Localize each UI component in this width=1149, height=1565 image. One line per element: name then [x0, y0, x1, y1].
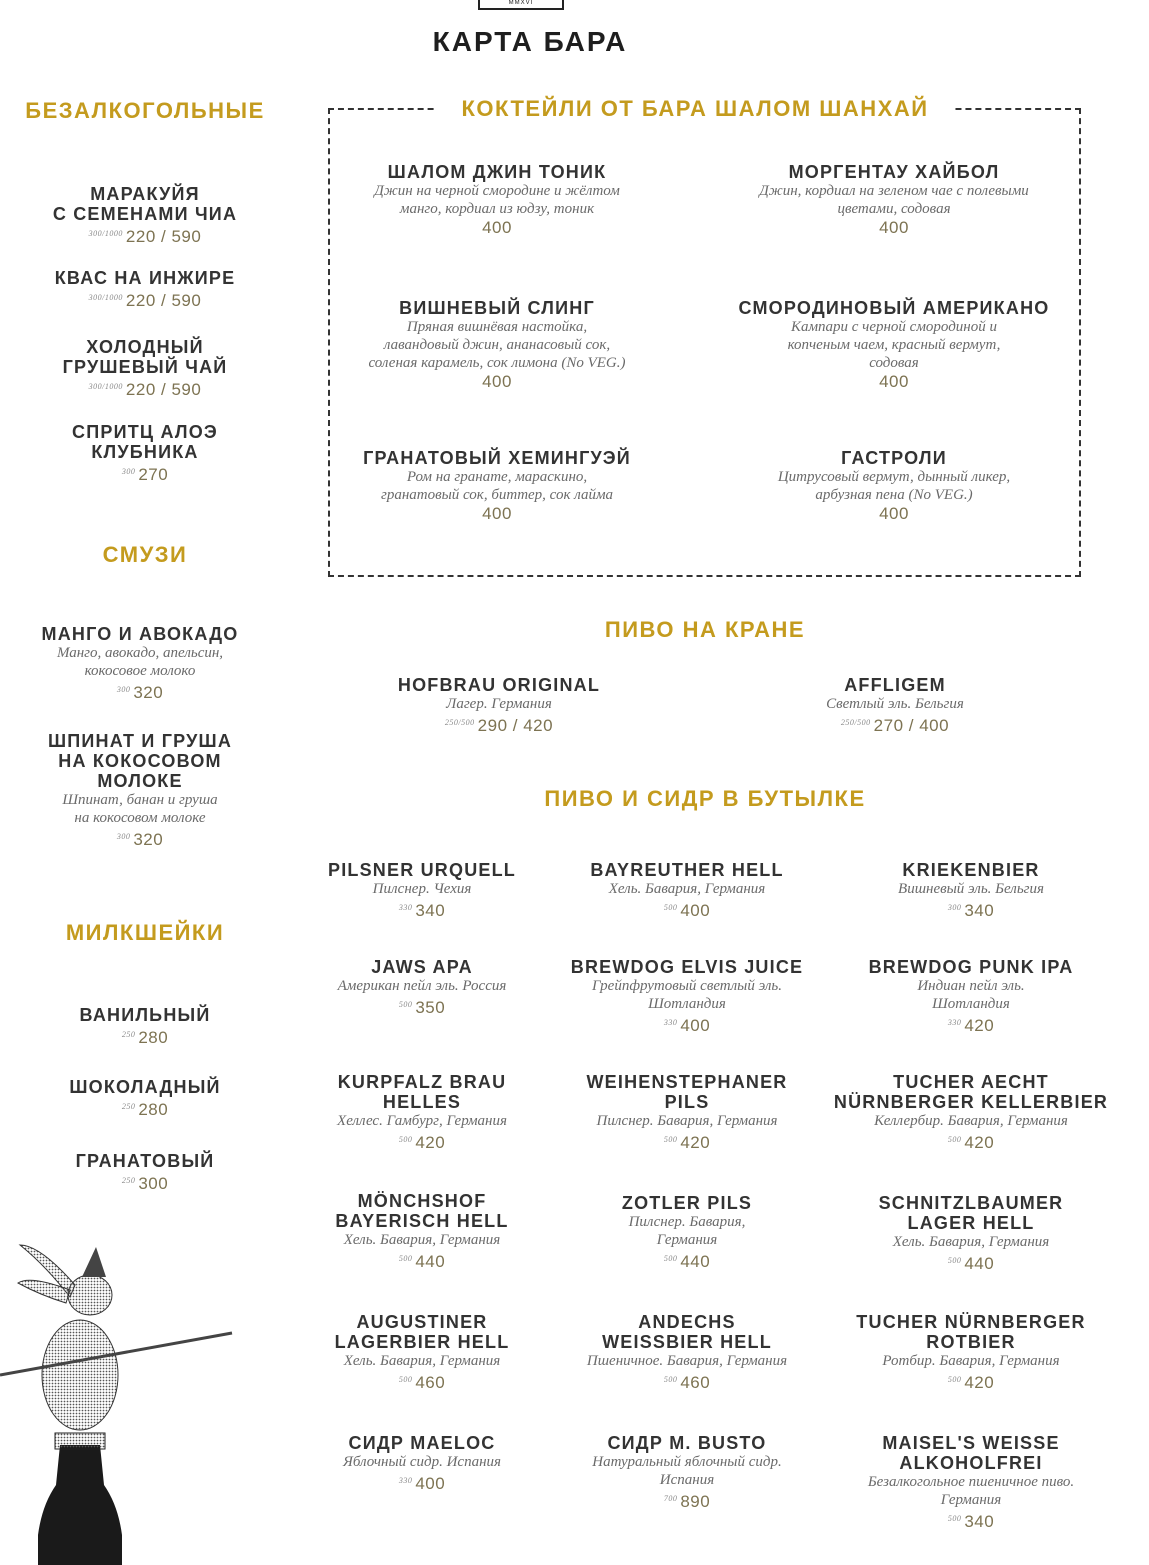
page-title: КАРТА БАРА — [432, 26, 628, 57]
item-description: Ротбир. Бавария, Германия — [882, 1353, 1060, 1369]
item-price: 420 — [964, 1373, 995, 1392]
item-name: СИДР M. BUSTO — [607, 1433, 767, 1453]
item-volume: 500 — [663, 1375, 678, 1384]
item-description: Пилснер. Бавария, Германия — [596, 1113, 778, 1129]
item-name: TUCHER NÜRNBERGER ROTBIER — [856, 1312, 1086, 1352]
item-price: 400 — [482, 504, 512, 523]
item-price: 270 / 400 — [873, 716, 950, 735]
menu-item — [0, 1005, 295, 1048]
menu-item — [821, 1312, 1121, 1393]
menu-item — [272, 1312, 572, 1393]
item-price-line — [349, 713, 649, 736]
item-price-line — [0, 1025, 295, 1048]
item-description: Пряная вишнёвая настойка, лавандовый джин, ананасовый сок, соленая карамель, сок лимона (No VEG.) — [368, 319, 626, 371]
item-volume: 500 — [947, 1514, 962, 1523]
logo-text: MMXVI — [508, 0, 534, 6]
item-name: МОРГЕНТАУ ХАЙБОЛ — [788, 162, 1000, 182]
item-description: Американ пейл эль. Россия — [337, 978, 507, 994]
item-name: ВАНИЛЬНЫЙ — [79, 1005, 211, 1025]
menu-item — [272, 1191, 572, 1272]
item-volume: 250/500 — [840, 718, 871, 727]
item-description: Шпинат, банан и груша на кокосовом молоке — [62, 792, 218, 826]
menu-item — [0, 337, 295, 400]
menu-item — [704, 162, 1084, 238]
item-volume: 300 — [116, 685, 131, 694]
item-name: TUCHER AECHT NÜRNBERGER KELLERBIER — [833, 1072, 1109, 1112]
item-volume: 500 — [398, 1000, 413, 1009]
item-volume: 300 — [121, 467, 136, 476]
item-price-line — [0, 462, 295, 485]
menu-item — [272, 1072, 572, 1153]
item-price-line — [821, 1509, 1121, 1532]
menu-item — [821, 1193, 1121, 1274]
item-name: BREWDOG ELVIS JUICE — [570, 957, 804, 977]
menu-item — [537, 1193, 837, 1272]
item-price: 400 — [879, 218, 909, 237]
item-volume: 500 — [663, 903, 678, 912]
item-price-line — [537, 1249, 837, 1272]
item-price-line — [537, 898, 837, 921]
menu-item — [0, 731, 290, 850]
menu-item — [307, 298, 687, 392]
item-price-line — [745, 713, 1045, 736]
item-price: 280 — [138, 1100, 169, 1119]
item-volume: 250 — [121, 1102, 136, 1111]
item-price: 220 / 590 — [125, 291, 202, 310]
item-volume: 500 — [947, 1375, 962, 1384]
item-volume: 500 — [947, 1256, 962, 1265]
item-price: 890 — [680, 1492, 711, 1511]
menu-item — [537, 1433, 837, 1512]
item-price: 420 — [680, 1133, 711, 1152]
item-name: ШОКОЛАДНЫЙ — [69, 1077, 221, 1097]
milkshakes-heading: МИЛКШЕЙКИ — [65, 920, 225, 945]
item-price: 340 — [964, 1512, 995, 1531]
item-name: ВИШНЕВЫЙ СЛИНГ — [399, 298, 595, 318]
item-price-line — [272, 1471, 572, 1494]
menu-item — [272, 957, 572, 1018]
item-price: 400 — [680, 901, 711, 920]
menu-item — [349, 675, 649, 736]
item-price-line — [0, 680, 290, 703]
item-name: HOFBRAU ORIGINAL — [397, 675, 601, 695]
item-price-line — [272, 898, 572, 921]
item-description: Хель. Бавария, Германия — [892, 1234, 1050, 1250]
item-description: Хель. Бавария, Германия — [608, 881, 766, 897]
item-volume: 330 — [398, 903, 413, 912]
item-price-line — [537, 1013, 837, 1036]
item-description: Джин на черной смородине и жёлтом манго, кордиал из юдзу, тоник — [374, 183, 620, 217]
item-name: СИДР MAELOC — [348, 1433, 496, 1453]
item-volume: 500 — [398, 1375, 413, 1384]
item-price: 320 — [133, 683, 164, 702]
item-volume: 300/1000 — [88, 382, 123, 391]
item-price: 460 — [680, 1373, 711, 1392]
item-price: 420 — [964, 1016, 995, 1035]
item-price-line — [272, 995, 572, 1018]
menu-item — [0, 184, 295, 247]
item-name: ГРАНАТОВЫЙ — [75, 1151, 215, 1171]
menu-item — [821, 1433, 1121, 1532]
item-price-line — [307, 218, 687, 238]
item-description: Яблочный сидр. Испания — [342, 1454, 502, 1470]
menu-item — [307, 448, 687, 524]
item-volume: 300 — [947, 903, 962, 912]
smoothies-heading: СМУЗИ — [102, 542, 188, 567]
item-price: 270 — [138, 465, 169, 484]
item-description: Лагер. Германия — [446, 696, 552, 712]
item-description: Пилснер. Бавария, Германия — [628, 1214, 746, 1248]
item-price: 400 — [680, 1016, 711, 1035]
menu-item — [537, 1072, 837, 1153]
item-name: SCHNITZLBAUMER LAGER HELL — [878, 1193, 1064, 1233]
item-price-line — [537, 1130, 837, 1153]
menu-item — [537, 957, 837, 1036]
item-price: 340 — [415, 901, 446, 920]
menu-item — [0, 268, 295, 311]
item-name: ШАЛОМ ДЖИН ТОНИК — [387, 162, 607, 182]
item-name: MÖNCHSHOF BAYERISCH HELL — [335, 1191, 509, 1231]
menu-item — [821, 1072, 1121, 1153]
item-description: Хель. Бавария, Германия — [343, 1353, 501, 1369]
item-price: 340 — [964, 901, 995, 920]
item-volume: 330 — [947, 1018, 962, 1027]
item-price: 290 / 420 — [477, 716, 554, 735]
item-description: Пилснер. Чехия — [372, 881, 472, 897]
item-price-line — [0, 1171, 295, 1194]
item-volume: 330 — [663, 1018, 678, 1027]
rabbit-on-bottle-illustration — [0, 1205, 240, 1565]
item-description: Натуральный яблочный сидр. Испания — [592, 1454, 782, 1488]
item-name: KURPFALZ BRAU HELLES — [337, 1072, 507, 1112]
item-price: 220 / 590 — [125, 227, 202, 246]
item-volume: 300/1000 — [88, 293, 123, 302]
item-description: Кампари с черной смородиной и копченым чаем, красный вермут, содовая — [787, 319, 1001, 371]
menu-item — [821, 860, 1121, 921]
item-name: MAISEL'S WEISSE ALKOHOLFREI — [882, 1433, 1060, 1473]
item-volume: 500 — [398, 1135, 413, 1144]
item-description: Пшеничное. Бавария, Германия — [586, 1353, 788, 1369]
item-price: 300 — [138, 1174, 169, 1193]
item-price-line — [0, 288, 295, 311]
item-description: Келлербир. Бавария, Германия — [874, 1113, 1068, 1129]
draft-beer-heading: ПИВО НА КРАНЕ — [604, 617, 806, 642]
item-volume: 700 — [663, 1494, 678, 1503]
item-price-line — [821, 1013, 1121, 1036]
item-price: 440 — [680, 1252, 711, 1271]
item-price-line — [0, 827, 290, 850]
menu-item — [537, 1312, 837, 1393]
bottled-heading: ПИВО И СИДР В БУТЫЛКЕ — [544, 786, 866, 811]
item-price: 400 — [415, 1474, 446, 1493]
non-alcoholic-heading: БЕЗАЛКОГОЛЬНЫЕ — [25, 98, 265, 123]
item-price-line — [821, 1130, 1121, 1153]
item-price-line — [537, 1489, 837, 1512]
item-volume: 330 — [398, 1476, 413, 1485]
item-name: BAYREUTHER HELL — [590, 860, 784, 880]
item-description: Безалкогольное пшеничное пиво. Германия — [867, 1474, 1075, 1508]
item-name: KRIEKENBIER — [902, 860, 1040, 880]
item-name: WEIHENSTEPHANER PILS — [586, 1072, 788, 1112]
item-price: 350 — [415, 998, 446, 1017]
item-price: 420 — [964, 1133, 995, 1152]
item-volume: 500 — [663, 1254, 678, 1263]
item-price-line — [0, 224, 295, 247]
logo — [478, 0, 564, 10]
item-price: 440 — [964, 1254, 995, 1273]
item-price: 280 — [138, 1028, 169, 1047]
item-name: PILSNER URQUELL — [327, 860, 516, 880]
menu-item — [272, 860, 572, 921]
item-volume: 250 — [121, 1176, 136, 1185]
item-price: 400 — [879, 372, 909, 391]
item-name: AFFLIGEM — [844, 675, 946, 695]
item-price: 440 — [415, 1252, 446, 1271]
item-name: КВАС НА ИНЖИРЕ — [54, 268, 236, 288]
item-description: Светлый эль. Бельгия — [826, 696, 964, 712]
menu-item — [0, 422, 295, 485]
item-price: 400 — [879, 504, 909, 523]
item-name: ГРАНАТОВЫЙ ХЕМИНГУЭЙ — [363, 448, 631, 468]
cocktails-heading: КОКТЕЙЛИ ОТ БАРА ШАЛОМ ШАНХАЙ — [435, 96, 955, 122]
menu-item — [745, 675, 1045, 736]
item-description: Хель. Бавария, Германия — [343, 1232, 501, 1248]
item-description: Ром на гранате, мараскино, гранатовый сок, биттер, сок лайма — [380, 469, 614, 503]
item-name: ANDECHS WEISSBIER HELL — [602, 1312, 772, 1352]
item-price-line — [821, 1370, 1121, 1393]
item-volume: 250/500 — [444, 718, 475, 727]
menu-item — [272, 1433, 572, 1494]
item-volume: 500 — [947, 1135, 962, 1144]
item-price-line — [307, 372, 687, 392]
item-price: 320 — [133, 830, 164, 849]
item-name: МАРАКУЙЯ С СЕМЕНАМИ ЧИА — [52, 184, 238, 224]
menu-item — [0, 1151, 295, 1194]
item-price-line — [272, 1249, 572, 1272]
item-volume: 250 — [121, 1030, 136, 1039]
item-price-line — [704, 218, 1084, 238]
item-name: СПРИТЦ АЛОЭ КЛУБНИКА — [72, 422, 218, 462]
item-price-line — [0, 1097, 295, 1120]
menu-item — [0, 624, 290, 703]
item-volume: 300 — [116, 832, 131, 841]
item-price-line — [272, 1370, 572, 1393]
menu-item — [307, 162, 687, 238]
item-name: ШПИНАТ И ГРУША НА КОКОСОВОМ МОЛОКЕ — [47, 731, 233, 791]
item-description: Индиан пейл эль. Шотландия — [917, 978, 1025, 1012]
item-volume: 500 — [663, 1135, 678, 1144]
item-name: BREWDOG PUNK IPA — [868, 957, 1074, 977]
item-price: 220 / 590 — [125, 380, 202, 399]
item-name: ZOTLER PILS — [621, 1193, 753, 1213]
menu-item — [0, 1077, 295, 1120]
item-name: AUGUSTINER LAGERBIER HELL — [334, 1312, 510, 1352]
item-price-line — [272, 1130, 572, 1153]
item-price-line — [821, 1251, 1121, 1274]
item-price-line — [307, 504, 687, 524]
item-volume: 500 — [398, 1254, 413, 1263]
item-price-line — [704, 504, 1084, 524]
item-price-line — [537, 1370, 837, 1393]
item-price: 420 — [415, 1133, 446, 1152]
item-name: ХОЛОДНЫЙ ГРУШЕВЫЙ ЧАЙ — [62, 337, 228, 377]
item-description: Цитрусовый вермут, дынный ликер, арбузная пена (No VEG.) — [777, 469, 1011, 503]
item-name: МАНГО И АВОКАДО — [41, 624, 239, 644]
item-name: СМОРОДИНОВЫЙ АМЕРИКАНО — [738, 298, 1050, 318]
item-description: Грейпфрутовый светлый эль. Шотландия — [592, 978, 782, 1012]
item-description: Манго, авокадо, апельсин, кокосовое молоко — [56, 645, 224, 679]
menu-item — [704, 448, 1084, 524]
item-description: Вишневый эль. Бельгия — [898, 881, 1044, 897]
item-price-line — [704, 372, 1084, 392]
item-name: ГАСТРОЛИ — [841, 448, 947, 468]
menu-item — [704, 298, 1084, 392]
menu-item — [537, 860, 837, 921]
item-price-line — [821, 898, 1121, 921]
item-price: 400 — [482, 372, 512, 391]
item-volume: 300/1000 — [88, 229, 123, 238]
item-name: JAWS APA — [371, 957, 473, 977]
item-description: Хеллес. Гамбург, Германия — [337, 1113, 507, 1129]
item-price-line — [0, 377, 295, 400]
item-price: 460 — [415, 1373, 446, 1392]
menu-item — [821, 957, 1121, 1036]
item-price: 400 — [482, 218, 512, 237]
item-description: Джин, кордиал на зеленом чае с полевыми цветами, содовая — [759, 183, 1029, 217]
